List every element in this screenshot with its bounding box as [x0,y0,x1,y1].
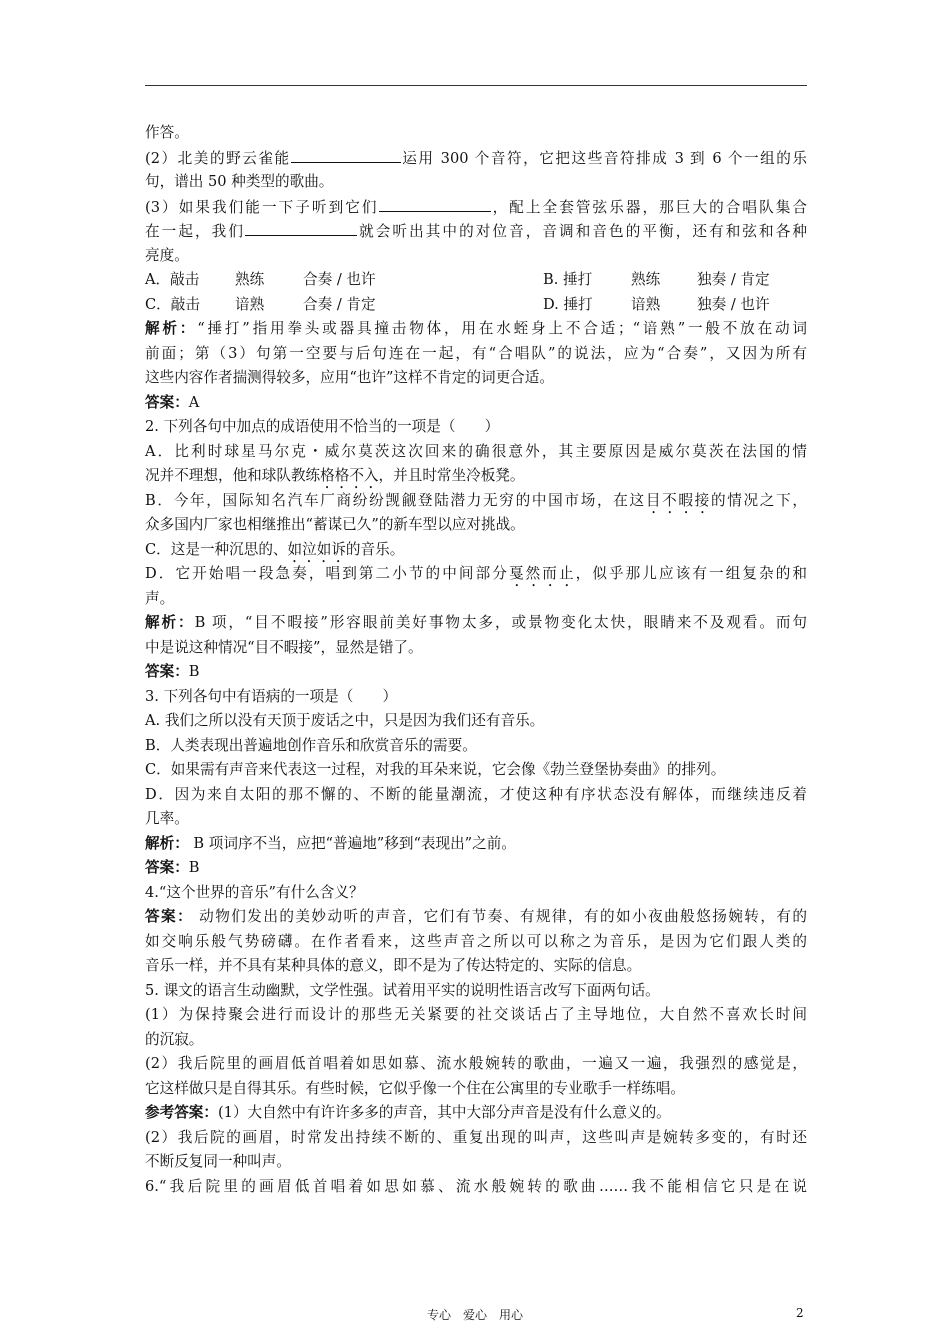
text-line: 它这样做只是自得其乐。有些时候，它似乎像一个住在公寓里的专业歌手一样练唱。 [145,1079,685,1097]
analysis-label: 解析： [145,614,195,631]
analysis-label: 解析： [145,320,198,337]
option-3d: D．因为来自太阳的那不懈的、不断的能量潮流，才使这种有序状态没有解体，而继续违反着 [145,785,807,803]
text-line: 声。 [145,589,175,607]
document-body [145,121,807,1199]
option-b-1: B. 捶打 [543,271,593,288]
option-d-1: D. 捶打 [543,295,593,313]
option-2c: C．这是一种沉思的、如泣如诉的音乐。 [145,540,405,558]
answer-label: 答案： [145,859,189,876]
answer-label: 答案： [145,663,189,680]
option-a-3: 合奏 / 也许 [303,271,376,288]
header-rule [145,85,807,86]
question-6: 6.“我后院里的画眉低首唱着如思如慕、流水般婉转的歌曲……我不能相信它只是在说 [145,1177,807,1195]
text-line: 如交响乐般气势磅礴。在作者看来，这些声音之所以可以称之为音乐，是因为它们跟人类的 [145,932,807,950]
question-4: 4.“这个世界的音乐”有什么含义？ [145,883,364,901]
answer-4: 答案： 动物们发出的美妙动听的声音，它们有节奏、有规律，有的如小夜曲般悠扬婉转，有的 [145,908,807,925]
analysis-3: 解析： B 项词序不当，应把“普遍地”移到“表现出”之前。 [145,834,516,852]
question-5-1: (1）为保持聚会进行而设计的那些无关紧要的社交谈话占了主导地位，大自然不喜欢长时间 [145,1006,807,1023]
text-line: 中是说这种情况“目不暇接”，显然是错了。 [145,638,423,656]
answer-blank [379,195,491,212]
question-2: 2. 下列各句中加点的成语使用不恰当的一项是（ ） [145,418,500,435]
text-line: 在一起，我们 就会听出其中的对位音，音调和音色的平衡，还有和弦和各种 [145,219,807,244]
question-1-2: (2）北美的野云雀能 运用 300 个音符，它把这些音符排成 3 到 6 个一组的乐 [145,146,807,171]
options-row-cd [145,293,807,318]
text-line: 句，谱出 50 种类型的歌曲。 [145,173,334,190]
option-2b: B．今年，国际知名汽车厂商纷纷觊觎登陆潜力无穷的中国市场，在这目不暇接的情况之下， [145,491,807,509]
text-line: 几率。 [145,810,189,827]
analysis-label: 解析： [145,834,189,852]
question-1-3: (3）如果我们能一下子听到它们 ，配上全套管弦乐器，那巨大的合唱队集合 [145,195,807,220]
page-footer: 专心 爱心 用心 [426,1308,523,1322]
text-line: 前面；第（3）句第一空要与后句连在一起，有“合唱队”的说法，应为“合奏”，又因为所有 [145,344,807,362]
option-3c: C．如果需有声音来代表这一过程，对我的耳朵来说，它会像《勃兰登堡协奏曲》的排列。 [145,761,726,778]
option-b-3: 独奏 / 肯定 [697,271,770,288]
option-3b: B．人类表现出普遍地创作音乐和欣赏音乐的需要。 [145,736,477,754]
option-3a: A. 我们之所以没有天顶于废话之中，只是因为我们还有音乐。 [145,712,545,729]
option-c-2: 谙熟 [235,295,265,313]
question-5-2: (2）我后院里的画眉低首唱着如思如慕、流水般婉转的歌曲，一遍又一遍，我强烈的感觉是， [145,1055,807,1072]
dotted-idiom: 戛然而止 [508,565,576,582]
option-c-3: 合奏 / 肯定 [303,295,376,313]
answer-1: 答案：A [145,393,200,411]
analysis-2: 解析：B 项，“目不暇接”形容眼前美好事物太多，或景物变化太快，眼睛来不及观看。而句 [145,614,807,631]
answer-blank [245,219,357,236]
dotted-idiom: 目不暇接 [645,491,711,509]
reference-answer-label: 参考答案： [145,1104,218,1121]
option-d-2: 谙熟 [631,295,661,313]
answer-blank [291,146,401,163]
text-line: 音乐一样，并不具有某种具体的意义，即不是为了传达特定的、实际的信息。 [145,957,642,974]
option-a-1: A．敲击 [145,271,200,288]
answer-3: 答案：B [145,859,200,876]
text-line: 作答。 [145,124,189,141]
option-b-2: 熟练 [631,271,661,288]
reference-answer-5-1: 参考答案：(1）大自然中有许许多多的声音，其中大部分声音是没有什么意义的。 [145,1104,671,1121]
options-row-ab [145,268,807,293]
dotted-idiom: 格格不入 [320,467,379,484]
text-line: 的沉寂。 [145,1030,204,1048]
option-a-2: 熟练 [235,271,265,288]
dotted-idiom: 如泣如诉 [287,540,346,558]
text-line: 况并不理想，他和球队教练格格不入，并且时常坐冷板凳。 [145,467,525,484]
text-line: 不断反复同一种叫声。 [145,1153,291,1170]
option-d-3: 独奏 / 也许 [697,295,770,313]
option-2a: A．比利时球星马尔克・威尔莫茨这次回来的确很意外，其主要原因是威尔莫茨在法国的情 [145,442,807,460]
analysis-1: 解析：“捶打”指用拳头或器具撞击物体，用在水蛭身上不合适；“谙熟”一般不放在动词 [145,320,807,337]
answer-label: 答案： [145,908,194,925]
question-5: 5. 课文的语言生动幽默，文学性强。试着用平实的说明性语言改写下面两句话。 [145,981,660,999]
text-line: 亮度。 [145,246,189,264]
page-number: 2 [796,1306,804,1320]
option-2d: D．它开始唱一段急奏，唱到第二小节的中间部分戛然而止，似乎那儿应该有一组复杂的和 [145,565,807,582]
question-3: 3. 下列各句中有语病的一项是（ ） [145,687,398,705]
text-line: 这些内容作者揣测得较多，应用“也许”这样不肯定的词更合适。 [145,369,554,386]
answer-2: 答案：B [145,663,200,680]
option-c-1: C．敲击 [145,295,200,313]
answer-label: 答案： [145,393,189,411]
text-line: 众多国内厂家也相继推出“蓄谋已久”的新车型以应对挑战。 [145,516,525,533]
reference-answer-5-2: (2）我后院的画眉，时常发出持续不断的、重复出现的叫声，这些叫声是婉转多变的，有时还 [145,1128,807,1146]
